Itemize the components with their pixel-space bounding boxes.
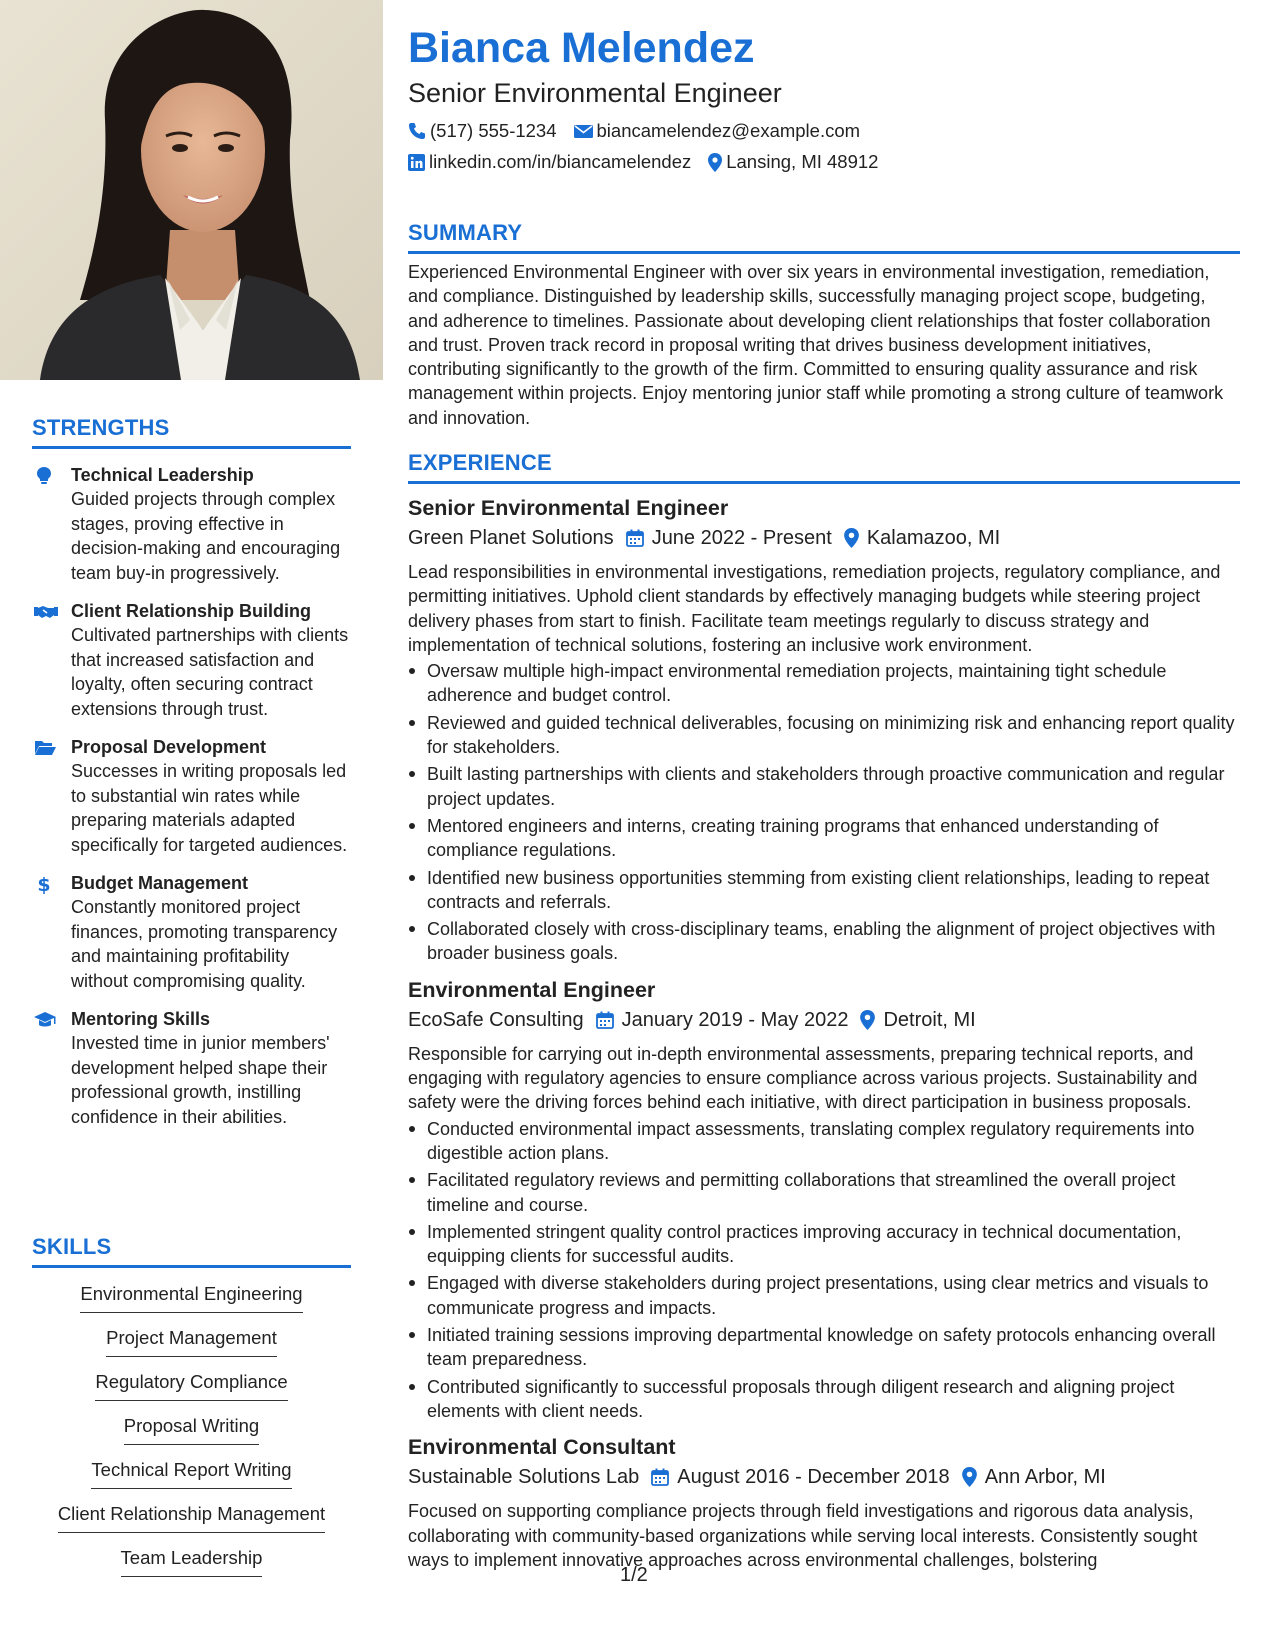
map-pin-icon: [844, 528, 859, 548]
skill-item: Team Leadership: [121, 1546, 263, 1577]
strength-desc: Guided projects through complex stages, proving effective in decision-making and encouraging team buy-in progressively.: [71, 489, 341, 583]
calendar-icon: [596, 1011, 614, 1029]
job-title: Environmental Engineer: [408, 977, 656, 1002]
strength-item: [32, 1007, 351, 1129]
contact-row: [408, 118, 1240, 144]
lightbulb-icon: [34, 466, 54, 486]
job-title: Environmental Consultant: [408, 1435, 676, 1460]
strength-title: Mentoring Skills: [71, 1009, 211, 1029]
job-description: Lead responsibilities in environmental investigations, remediation projects, regulatory compliance, and permitting initiatives. Uphold client standards by effectively managing budgets while steering project delivery phases from start to finish. Facilitate team meetings regularly to discuss strategy and implementation of technical solutions, fostering an inclusive work environment.: [408, 562, 1221, 655]
page-number: 1/2: [620, 1564, 648, 1586]
job-meta: [408, 1006, 1240, 1034]
strength-item: [32, 871, 351, 993]
profile-photo: [0, 0, 383, 380]
summary-rule: [408, 251, 1240, 254]
skill-item: Technical Report Writing: [91, 1458, 291, 1489]
strength-desc: Constantly monitored project finances, promoting transparency and maintaining profitability without compromising quality.: [71, 897, 338, 991]
skills-heading: SKILLS: [32, 1234, 112, 1259]
graduation-cap-icon: [34, 1010, 56, 1030]
skills-section: [32, 1234, 351, 1590]
job-company: EcoSafe Consulting: [408, 1008, 584, 1031]
summary-heading: SUMMARY: [408, 220, 523, 245]
skill-list: [32, 1282, 351, 1590]
job-dates: January 2019 - May 2022: [621, 1008, 849, 1031]
strength-item: [32, 599, 351, 721]
email-text: biancamelendez@example.com: [596, 120, 861, 141]
skills-rule: [32, 1265, 351, 1268]
job-entry: [408, 494, 1240, 966]
sidebar: [0, 0, 383, 1650]
job-bullet: Engaged with diverse stakeholders during project presentations, using clear metrics and visuals to communicate progress and impacts.: [408, 1271, 1240, 1320]
job-title: Senior Environmental Engineer: [408, 496, 729, 520]
strength-item: [32, 463, 351, 585]
job-bullet: Reviewed and guided technical deliverables, focusing on minimizing risk and enhancing report quality for stakeholders.: [408, 711, 1240, 760]
map-pin-icon: [860, 1010, 875, 1030]
strength-title: Technical Leadership: [71, 465, 254, 485]
job-bullets: [408, 1117, 1240, 1424]
summary-section: [408, 220, 1240, 430]
contact-location: [708, 151, 878, 173]
job-bullet: Conducted environmental impact assessments, translating complex regulatory requirements into digestible action plans.: [408, 1117, 1240, 1166]
job-bullet: Facilitated regulatory reviews and permitting collaborations that streamlined the overall project timeline and course.: [408, 1168, 1240, 1217]
strength-title: Proposal Development: [71, 737, 267, 757]
experience-heading: EXPERIENCE: [408, 450, 552, 475]
candidate-role: Senior Environmental Engineer: [408, 78, 782, 108]
calendar-icon: [626, 529, 644, 547]
dollar-icon: [34, 874, 54, 894]
main-content: [408, 22, 1240, 1570]
skill-item: Project Management: [106, 1326, 277, 1357]
job-bullet: Mentored engineers and interns, creating training programs that enhanced understanding of compliance regulations.: [408, 814, 1240, 863]
contact-email[interactable]: [574, 120, 861, 142]
strength-item: [32, 735, 351, 857]
handshake-icon: [34, 602, 58, 622]
job-bullet: Contributed significantly to successful proposals through diligent research and aligning project elements with client needs.: [408, 1375, 1240, 1424]
strength-title: Client Relationship Building: [71, 601, 311, 621]
job-meta: [408, 524, 1240, 552]
svg-text:$: $: [37, 874, 51, 894]
job-dates: June 2022 - Present: [651, 527, 832, 549]
experience-rule: [408, 481, 1240, 484]
strengths-heading: STRENGTHS: [32, 415, 170, 440]
strengths-rule: [32, 446, 351, 449]
candidate-name: Bianca Melendez: [408, 24, 755, 72]
job-description: Responsible for carrying out in-depth environmental assessments, preparing technical reports, and engaging with regulatory agencies to ensure compliance across various projects. Sustainability and safety were the driving forces behind each initiative, with direct participation in business proposals.: [408, 1043, 1198, 1113]
job-bullet: Built lasting partnerships with clients and stakeholders through proactive communication and regular project updates.: [408, 762, 1240, 811]
folder-open-icon: [34, 738, 56, 758]
job-entry: [408, 1433, 1240, 1572]
strength-desc: Invested time in junior members' development helped shape their professional growth, instilling confidence in their abilities.: [71, 1033, 330, 1127]
job-location: Kalamazoo, MI: [866, 527, 1001, 549]
map-pin-icon: [962, 1467, 977, 1487]
strength-title: Budget Management: [71, 873, 249, 893]
job-dates: August 2016 - December 2018: [677, 1466, 950, 1489]
map-pin-icon: [708, 153, 722, 172]
phone-icon: [408, 122, 426, 140]
linkedin-text: linkedin.com/in/biancamelendez: [429, 151, 692, 172]
phone-text: (517) 555-1234: [430, 120, 557, 141]
job-bullet: Collaborated closely with cross-disciplinary teams, enabling the alignment of project objectives with broader business goals.: [408, 917, 1240, 966]
contact-linkedin[interactable]: [408, 151, 691, 173]
skill-item: Environmental Engineering: [80, 1282, 302, 1313]
job-bullet: Initiated training sessions improving departmental knowledge on safety protocols enhancing overall team preparedness.: [408, 1323, 1240, 1372]
strengths-section: [32, 415, 351, 1129]
calendar-icon: [651, 1468, 669, 1486]
experience-section: [408, 450, 1240, 1572]
job-meta: [408, 1463, 1240, 1491]
job-bullet: Identified new business opportunities stemming from existing client relationships, leading to repeat contracts and referrals.: [408, 866, 1240, 915]
envelope-icon: [574, 124, 593, 139]
job-bullet: Oversaw multiple high-impact environmental remediation projects, maintaining tight schedule adherence and budget control.: [408, 659, 1240, 708]
job-entry: [408, 976, 1240, 1423]
job-location: Ann Arbor, MI: [984, 1466, 1106, 1489]
summary-text: Experienced Environmental Engineer with over six years in environmental investigation, remediation, and compliance. Distinguished by leadership skills, successfully managing project scope, budgeting, and adherence to timelines. Passionate about developing client relationships that foster collaboration and trust. Proven track record in proposal writing that drives business development initiatives, contributing significantly to the growth of the firm. Committed to ensuring quality assurance and risk management within projects. Enjoy mentoring junior staff while promoting a strong culture of teamwork and innovation.: [408, 262, 1224, 428]
job-bullets: [408, 659, 1240, 966]
skill-item: Client Relationship Management: [58, 1502, 325, 1533]
contact-row: [408, 149, 1240, 175]
job-company: Sustainable Solutions Lab: [408, 1466, 640, 1489]
job-company: Green Planet Solutions: [408, 527, 614, 549]
job-bullet: Implemented stringent quality control practices improving accuracy in technical documentation, equipping clients for successful audits.: [408, 1220, 1240, 1269]
strength-desc: Successes in writing proposals led to substantial win rates while preparing materials adapted specifically for targeted audiences.: [71, 761, 348, 855]
contact-phone[interactable]: [408, 120, 557, 142]
linkedin-icon: [408, 154, 425, 171]
skill-item: Proposal Writing: [124, 1414, 259, 1445]
job-description: Focused on supporting compliance projects through field investigations and rigorous data analysis, collaborating with community-based organizations while serving local interests. Consistently sought ways to implement innovative approaches across environmental challenges, bolstering: [408, 1501, 1198, 1570]
strength-desc: Cultivated partnerships with clients that increased satisfaction and loyalty, often securing contract extensions through trust.: [71, 625, 349, 719]
location-text: Lansing, MI 48912: [726, 151, 879, 172]
skill-item: Regulatory Compliance: [95, 1370, 287, 1401]
job-location: Detroit, MI: [883, 1008, 976, 1031]
